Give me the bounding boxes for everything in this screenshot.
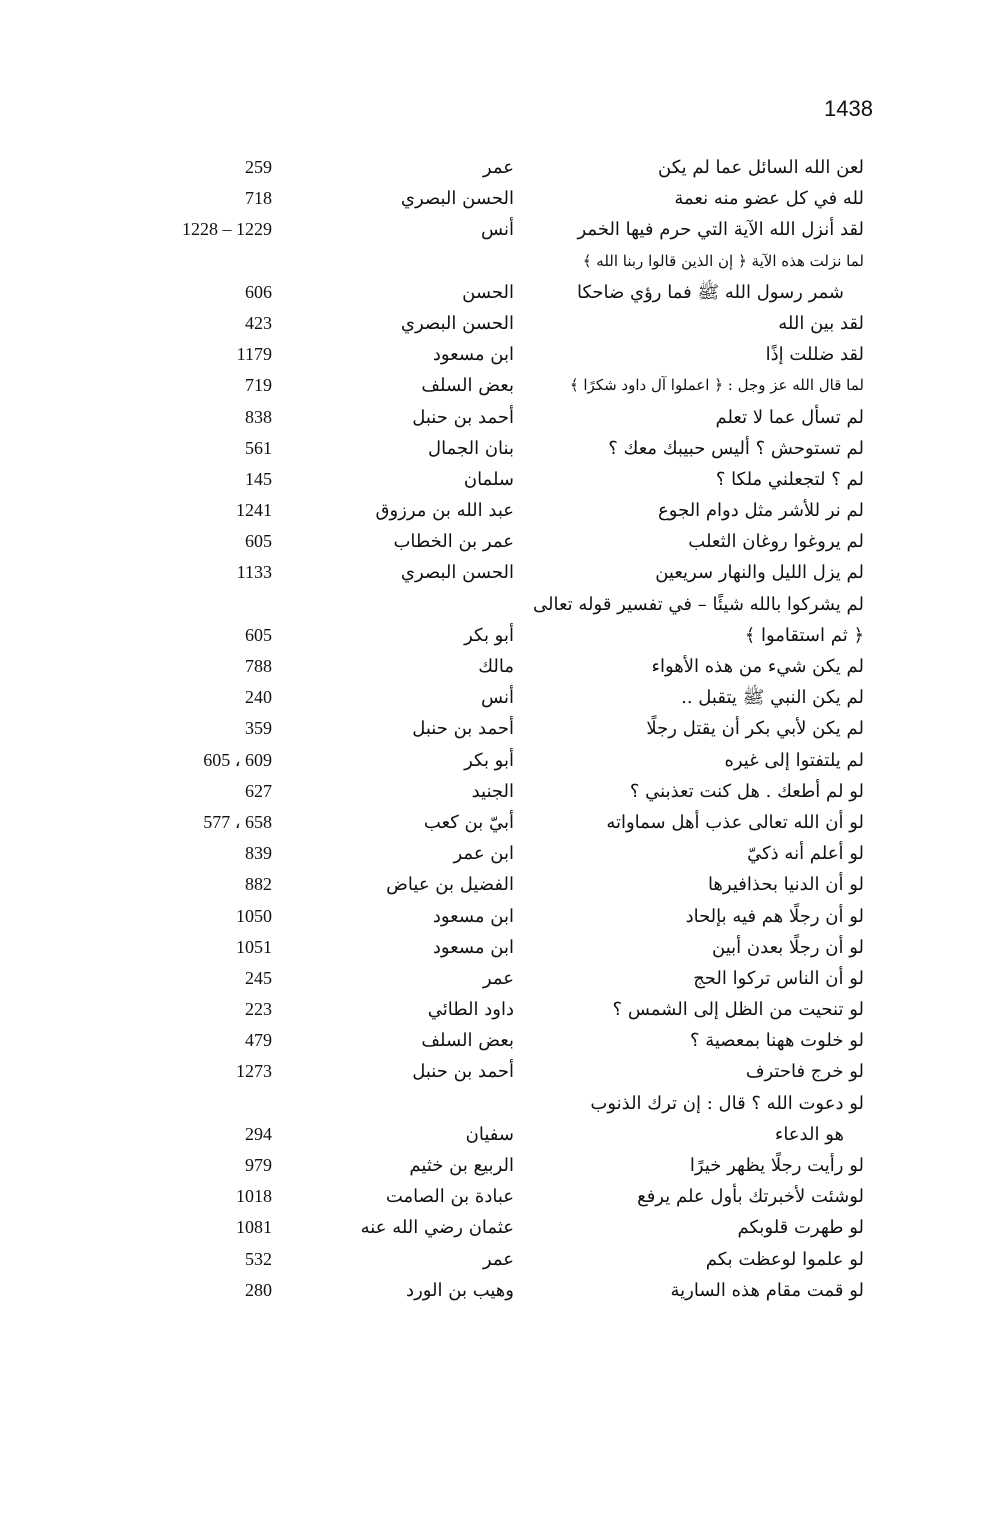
index-entry — [0, 277, 986, 308]
entry-page-ref: 1051 — [236, 936, 272, 957]
entry-narrator: ابن مسعود — [432, 936, 514, 958]
entry-phrase: لم يزل الليل والنهار سريعين — [655, 562, 864, 584]
entry-phrase: لو طهرت قلوبكم — [737, 1217, 864, 1239]
entry-page-ref: 838 — [245, 406, 272, 427]
entry-narrator: بعض السلف — [421, 375, 514, 397]
entry-narrator: ابن مسعود — [432, 344, 514, 366]
entry-phrase: لقد بين الله — [778, 312, 864, 334]
entry-phrase: لو تنحيت من الظل إلى الشمس ؟ — [612, 999, 864, 1021]
entry-narrator: أحمد بن حنبل — [412, 406, 514, 428]
entry-narrator: الحسن البصري — [400, 562, 514, 584]
entry-phrase: لم يكن شيء من هذه الأهواء — [651, 656, 864, 677]
entry-page-ref: 223 — [245, 999, 272, 1020]
entry-page-ref: 1081 — [236, 1217, 272, 1238]
entry-page-ref: 718 — [245, 188, 272, 209]
entry-phrase: لم ؟ لتجعلني ملكا ؟ — [715, 468, 864, 490]
entry-narrator: عبد الله بن مرزوق — [375, 500, 514, 522]
entry-page-ref: 1179 — [236, 344, 272, 365]
entry-page-ref: 240 — [245, 687, 272, 708]
index-entry — [0, 214, 986, 245]
entry-narrator: بعض السلف — [421, 1030, 514, 1052]
entry-narrator: أبيّ بن كعب — [423, 811, 514, 833]
entry-narrator: أبو بكر — [464, 749, 514, 771]
index-entry — [0, 1212, 986, 1243]
entry-page-ref: 359 — [245, 718, 272, 739]
entry-phrase: لو أن الناس تركوا الحج — [693, 967, 864, 989]
entry-page-ref: 1228 – 1229 — [182, 219, 272, 240]
entry-narrator: عمر — [482, 157, 514, 178]
index-list — [0, 152, 986, 1306]
entry-phrase: لما نزلت هذه الآية ﴿ إن الذين قالوا ربنا الله ﴾ — [582, 251, 864, 270]
entry-phrase: لم نر للأشر مثل دوام الجوع — [658, 500, 864, 522]
entry-phrase: لعن الله السائل عما لم يكن — [658, 157, 864, 178]
index-entry — [0, 620, 986, 651]
entry-page-ref: 423 — [245, 312, 272, 333]
index-entry — [0, 1088, 986, 1119]
entry-page-ref: 1273 — [236, 1061, 272, 1082]
index-entry — [0, 713, 986, 744]
entry-page-ref: 532 — [245, 1248, 272, 1269]
entry-page-ref: 979 — [245, 1155, 272, 1175]
entry-narrator: عثمان رضي الله عنه — [360, 1217, 514, 1239]
entry-phrase: شمر رسول الله ﷺ فما رؤي ضاحكا — [576, 281, 844, 303]
entry-phrase: لو أن الله تعالى عذب أهل سماواته — [606, 811, 864, 833]
index-entry — [0, 402, 986, 433]
entry-narrator: سلمان — [463, 468, 514, 490]
entry-page-ref: 259 — [245, 157, 272, 177]
entry-page-ref: 605 ، 609 — [203, 749, 272, 770]
entry-phrase: لو لم أطعك . هل كنت تعذبني ؟ — [629, 780, 864, 802]
entry-narrator: بنان الجمال — [428, 437, 514, 459]
entry-phrase: لقد أنزل الله الآية التي حرم فيها الخمر — [577, 219, 864, 241]
entry-page-ref: 788 — [245, 656, 272, 676]
entry-phrase: لو خرج فاحترف — [745, 1061, 864, 1083]
entry-phrase: هو الدعاء — [774, 1123, 844, 1145]
entry-page-ref: 1018 — [236, 1186, 272, 1207]
entry-page-ref: 294 — [245, 1123, 272, 1144]
entry-page-ref: 882 — [245, 874, 272, 895]
entry-phrase: لم يروغوا روغان الثعلب — [688, 531, 864, 553]
entry-phrase: لو دعوت الله ؟ قال : إن ترك الذنوب — [590, 1092, 864, 1114]
index-entry — [0, 526, 986, 557]
entry-narrator: عمر — [482, 967, 514, 989]
entry-narrator: أحمد بن حنبل — [412, 718, 514, 740]
entry-phrase: لم يكن لأبي بكر أن يقتل رجلًا — [646, 718, 864, 740]
entry-page-ref: 561 — [245, 437, 272, 458]
entry-narrator: أحمد بن حنبل — [412, 1061, 514, 1083]
entry-page-ref: 606 — [245, 281, 272, 302]
entry-narrator: الربيع بن خثيم — [409, 1155, 514, 1176]
index-entry — [0, 339, 986, 370]
index-entry — [0, 1244, 986, 1275]
index-entry — [0, 838, 986, 869]
entry-phrase: لو أن الدنيا بحذافيرها — [707, 874, 864, 896]
entry-phrase: لم تسأل عما لا تعلم — [715, 406, 864, 428]
entry-phrase: لم تستوحش ؟ أليس حبيبك معك ؟ — [608, 437, 864, 459]
index-entry — [0, 651, 986, 682]
index-entry — [0, 869, 986, 900]
index-entry — [0, 1181, 986, 1212]
entry-phrase: لو علموا لوعظت بكم — [705, 1248, 864, 1270]
entry-page-ref: 627 — [245, 780, 272, 801]
index-entry — [0, 495, 986, 526]
entry-narrator: مالك — [478, 656, 514, 677]
index-entry — [0, 308, 986, 339]
index-entry — [0, 994, 986, 1025]
entry-narrator: عبادة بن الصامت — [385, 1186, 514, 1208]
index-entry — [0, 963, 986, 994]
entry-phrase: لم يكن النبي ﷺ يتقبل .. — [681, 687, 864, 709]
index-entry — [0, 1275, 986, 1306]
entry-page-ref: 1241 — [236, 500, 272, 521]
entry-page-ref: 145 — [245, 468, 272, 489]
entry-narrator: أبو بكر — [464, 624, 514, 646]
entry-narrator: الحسن — [462, 281, 514, 303]
entry-narrator: الحسن البصري — [400, 312, 514, 334]
entry-narrator: سفيان — [465, 1123, 514, 1145]
index-entry — [0, 589, 986, 620]
entry-page-ref: 479 — [245, 1030, 272, 1051]
entry-page-ref: 719 — [245, 375, 272, 396]
index-entry — [0, 433, 986, 464]
entry-narrator: الجنيد — [471, 780, 514, 802]
entry-page-ref: 605 — [245, 531, 272, 552]
entry-phrase: لما قال الله عز وجل : ﴿ اعملوا آل داود شكرًا ﴾ — [569, 376, 864, 395]
entry-phrase: ﴿ ثم استقاموا ﴾ — [744, 624, 864, 646]
entry-phrase: لو أعلم أنه ذكيّ — [747, 843, 864, 865]
entry-page-ref: 245 — [245, 967, 272, 988]
entry-page-ref: 280 — [245, 1279, 272, 1300]
entry-narrator: ابن عمر — [453, 843, 514, 865]
entry-narrator: عمر — [482, 1248, 514, 1270]
entry-narrator: الفضيل بن عياض — [386, 874, 514, 896]
entry-phrase: لو أن رجلًا هم فيه بإلحاد — [685, 905, 864, 927]
index-entry — [0, 807, 986, 838]
index-entry — [0, 557, 986, 588]
index-entry — [0, 1150, 986, 1181]
entry-narrator: أنس — [481, 687, 514, 709]
entry-phrase: لو أن رجلًا بعدن أبين — [712, 936, 864, 958]
entry-phrase: لم يلتفتوا إلى غيره — [724, 749, 864, 771]
entry-page-ref: 839 — [245, 843, 272, 864]
entry-narrator: ابن مسعود — [432, 905, 514, 927]
index-entry — [0, 901, 986, 932]
index-entry — [0, 776, 986, 807]
entry-phrase: لله في كل عضو منه نعمة — [674, 188, 864, 210]
index-entry — [0, 1025, 986, 1056]
entry-page-ref: 577 ، 658 — [203, 811, 272, 832]
entry-narrator: الحسن البصري — [400, 188, 514, 210]
entry-narrator: داود الطائي — [427, 999, 514, 1021]
entry-phrase: لقد ضللت إذًا — [765, 344, 864, 366]
entry-narrator: أنس — [481, 219, 514, 241]
index-entry — [0, 1119, 986, 1150]
index-entry — [0, 183, 986, 214]
entry-phrase: لو رأيت رجلًا يظهر خيرًا — [689, 1155, 864, 1176]
entry-page-ref: 1133 — [236, 562, 272, 583]
entry-narrator: عمر بن الخطاب — [393, 531, 514, 553]
entry-page-ref: 1050 — [236, 905, 272, 926]
index-entry — [0, 745, 986, 776]
index-entry — [0, 370, 986, 401]
entry-phrase: لوشئت لأخبرتك بأول علم يرفع — [637, 1186, 864, 1208]
page-number: 1438 — [824, 96, 873, 121]
index-entry — [0, 152, 986, 183]
index-entry — [0, 1056, 986, 1087]
entry-phrase: لو قمت مقام هذه السارية — [670, 1279, 864, 1301]
entry-phrase: لو خلوت ههنا بمعصية ؟ — [689, 1030, 864, 1052]
entry-phrase: لم يشركوا بالله شيئًا – في تفسير قوله تعالى — [533, 593, 864, 615]
entry-narrator: وهيب بن الورد — [406, 1279, 514, 1301]
entry-page-ref: 605 — [245, 624, 272, 645]
index-entry — [0, 464, 986, 495]
index-entry — [0, 682, 986, 713]
index-entry — [0, 246, 986, 277]
index-entry — [0, 932, 986, 963]
